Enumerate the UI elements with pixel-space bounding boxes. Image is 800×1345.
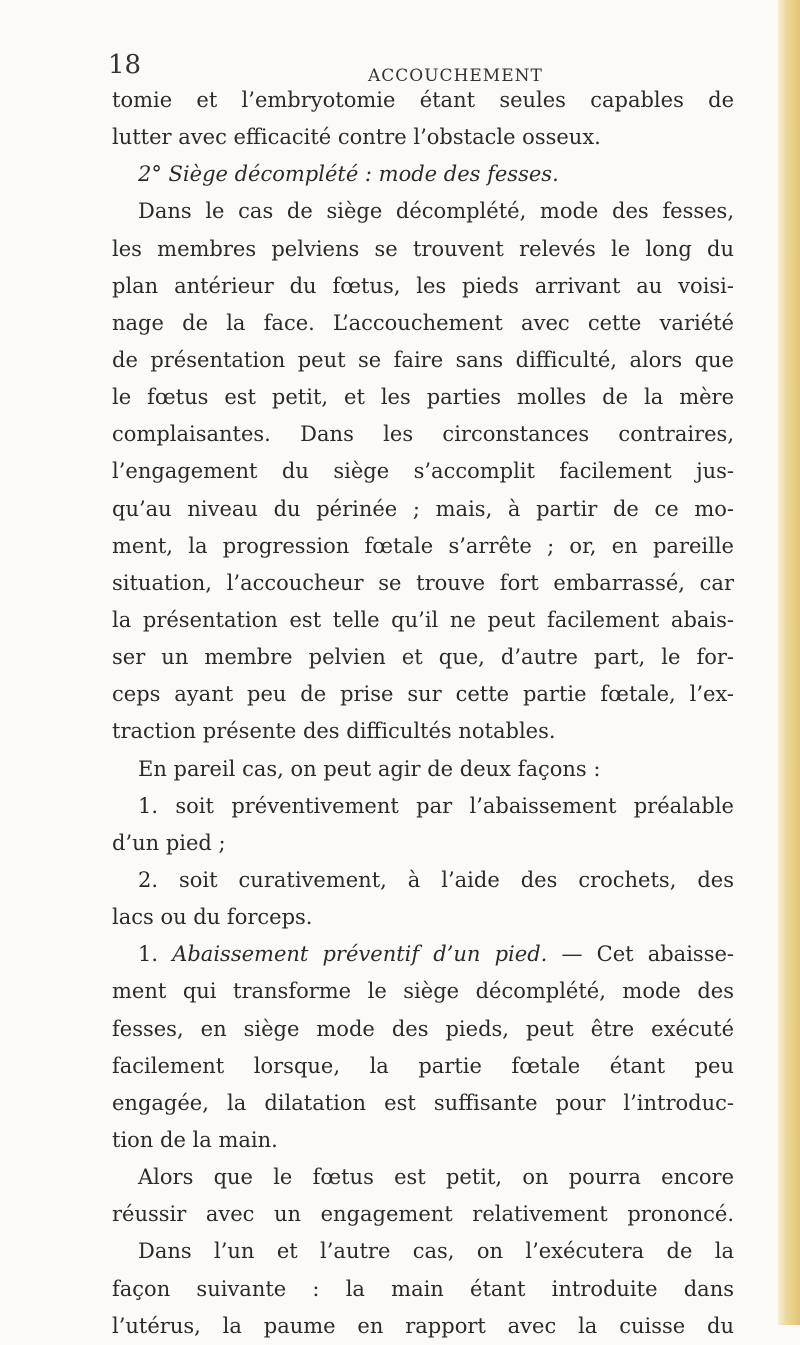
text-line: complaisantes. Dans les circonstances contraires, [112, 422, 734, 447]
text-line: Alors que le fœtus est petit, on pourra encore [138, 1165, 734, 1190]
text-line: ser un membre pelvien et que, d’autre part, le for- [112, 645, 734, 670]
text-line: la présentation est telle qu’il ne peut facilement abais- [112, 607, 734, 632]
text-line: ment qui transforme le siège décomplété, mode des [112, 979, 734, 1004]
text-line: d’un pied ; [112, 830, 226, 855]
text-line: les membres pelviens se trouvent relevés le long du [112, 236, 734, 261]
text-line: le fœtus est petit, et les parties molles de la mère [112, 385, 734, 410]
subsection-number: 1. [138, 942, 173, 967]
text-line: ceps ayant peu de prise sur cette partie fœtale, l’ex- [112, 682, 734, 707]
text-line: situation, l’accoucheur se trouve fort embarrassé, car [112, 570, 734, 595]
text-line: tion de la main. [112, 1127, 278, 1152]
text-line: engagée, la dilatation est suffisante pour l’introduc- [112, 1090, 734, 1115]
text-line: tomie et l’embryotomie étant seules capables de [112, 88, 734, 112]
section-heading: 2° Siège décomplété : mode des fesses. [138, 162, 559, 187]
subsection-title: Abaissement préventif d’un pied. [172, 942, 548, 967]
text-line: lutter avec efficacité contre l’obstacle osseux. [112, 125, 601, 150]
list-item: 2. soit curativement, à l’aide des crochets, des [138, 867, 734, 892]
text-line: En pareil cas, on peut agir de deux façons : [138, 756, 601, 781]
text-line: nage de la face. L’accouchement avec cette variété [112, 310, 734, 335]
text-line: traction présente des difficultés notables. [112, 719, 556, 744]
running-head: ACCOUCHEMENT [368, 66, 543, 86]
page-number: 18 [108, 50, 142, 80]
text-line: Dans l’un et l’autre cas, on l’exécutera de la [138, 1239, 734, 1264]
text-line: lacs ou du forceps. [112, 905, 313, 930]
text-line: qu’au niveau du périnée ; mais, à partir de ce mo- [112, 496, 734, 521]
text-line: l’engagement du siège s’accomplit facilement jus- [112, 459, 734, 484]
text-line: réussir avec un engagement relativement prononcé. [112, 1202, 734, 1227]
body-text [112, 82, 734, 1345]
text-line: de présentation peut se faire sans difficulté, alors que [112, 347, 734, 372]
text-line: plan antérieur du fœtus, les pieds arrivant au voisi- [112, 273, 734, 298]
subsection-heading [112, 936, 734, 973]
text-line: facilement lorsque, la partie fœtale étant peu [112, 1053, 734, 1078]
text-line: Dans le cas de siège décomplété, mode des fesses, [138, 199, 734, 224]
subsection-text: — Cet abaisse- [547, 942, 734, 967]
page-edge [778, 0, 800, 1325]
list-item: 1. soit préventivement par l’abaissement préalable [138, 793, 734, 818]
text-line: l’utérus, la paume en rapport avec la cuisse du [112, 1313, 734, 1338]
text-line: fesses, en siège mode des pieds, peut être exécuté [112, 1016, 734, 1041]
text-line: ment, la progression fœtale s’arrête ; or, en pareille [112, 533, 734, 558]
text-line: façon suivante : la main étant introduite dans [112, 1276, 734, 1301]
